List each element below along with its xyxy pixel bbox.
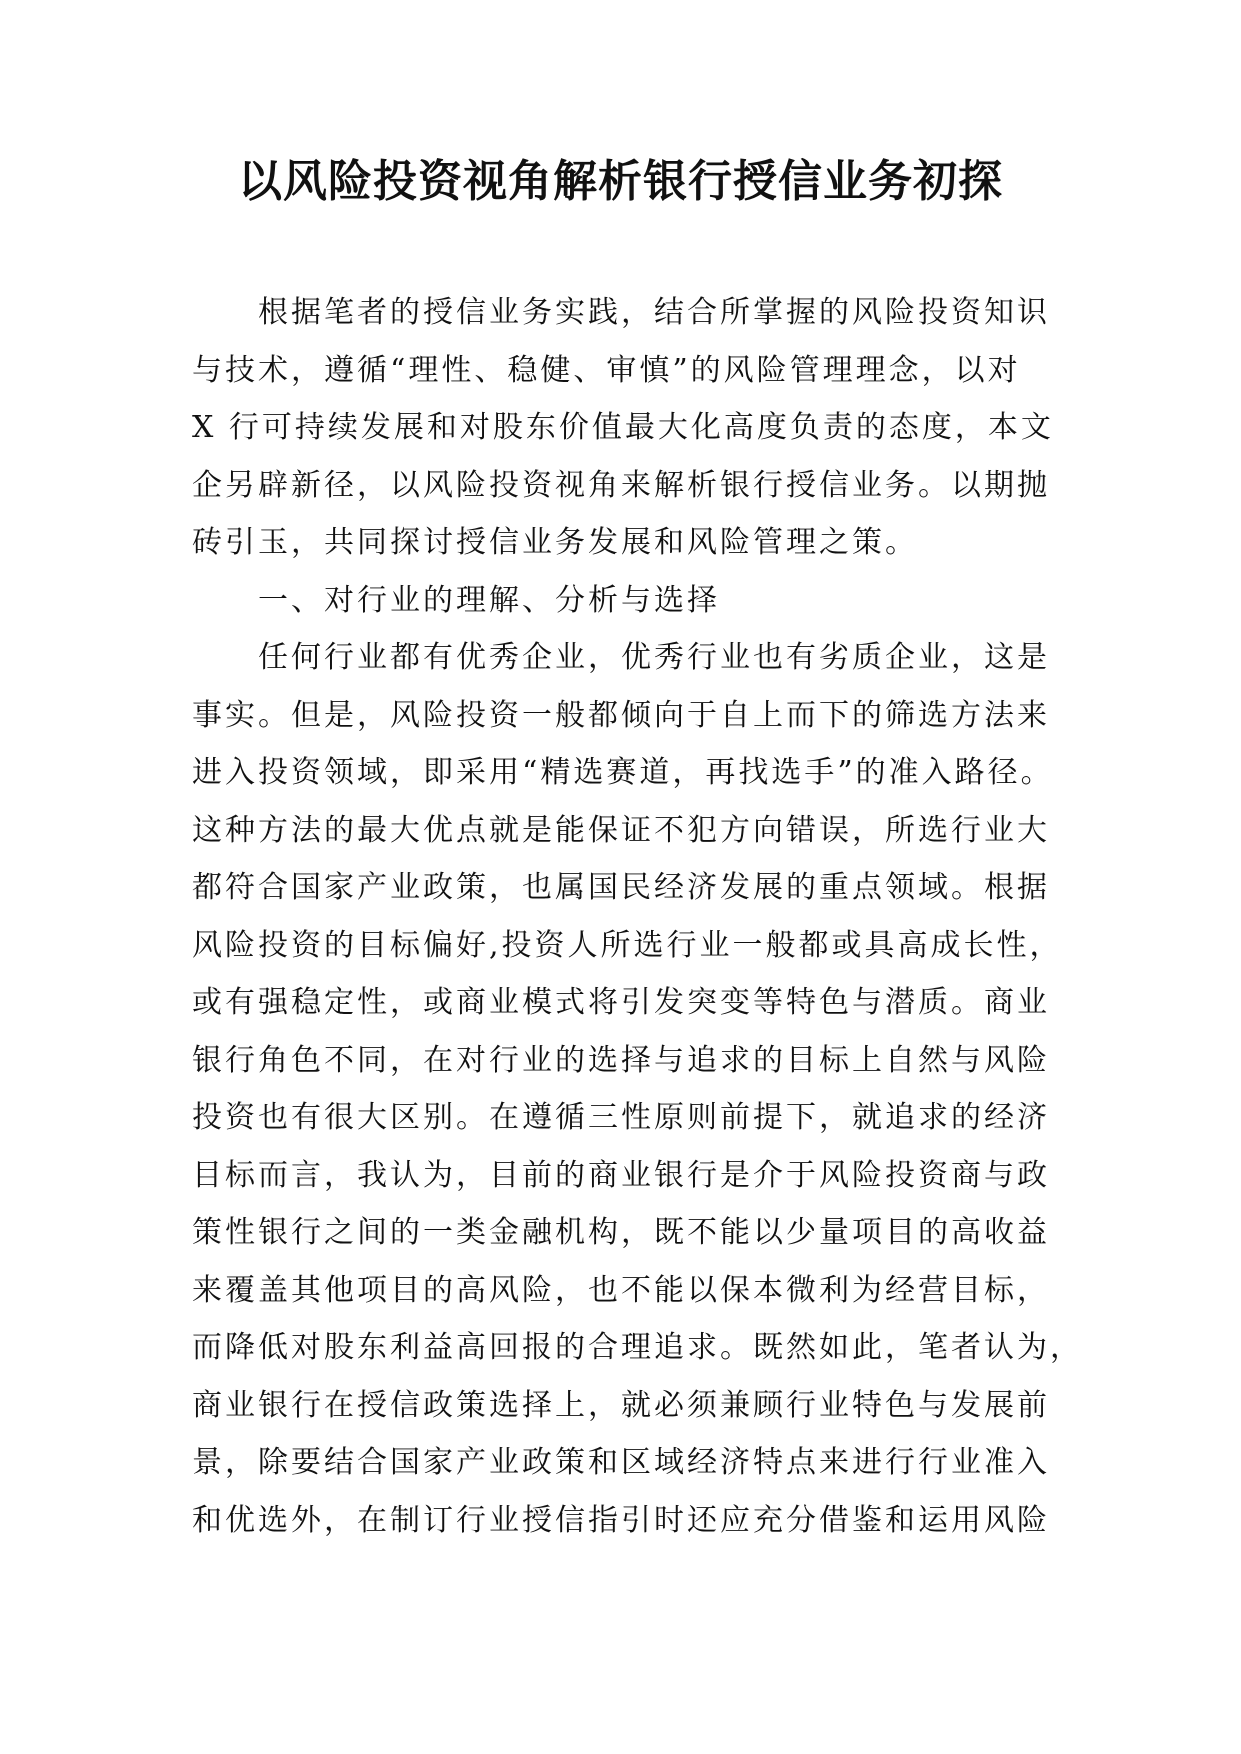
paragraph-2-line-5: 都符合国家产业政策，也属国民经济发展的重点领域。根据 [192,870,1050,905]
paragraph-1-line-1: 根据笔者的授信业务实践，结合所掌握的风险投资知识 [258,295,1050,330]
paragraph-2-line-14: 商业银行在授信政策选择上，就必须兼顾行业特色与发展前 [192,1387,1050,1423]
paragraph-2-line-2: 事实。但是，风险投资一般都倾向于自上而下的筛选方法来 [192,697,1050,733]
paragraph-2-line-4: 这种方法的最大优点就是能保证不犯方向错误，所选行业大 [192,812,1050,848]
paragraph-1-line-2: 与技术，遵循“理性、稳健、审慎”的风险管理理念，以对 [192,352,1021,388]
document-body [192,284,1083,1549]
paragraph-1-line-5: 砖引玉，共同探讨授信业务发展和风险管理之策。 [192,525,918,560]
paragraph-2-line-9: 投资也有很大区别。在遵循三性原则前提下，就追求的经济 [192,1100,1050,1135]
paragraph-2-line-3: 进入投资领域，即采用“精选赛道，再找选手”的准入路径。 [192,755,1054,790]
paragraph-2-line-16: 和优选外，在制订行业授信指引时还应充分借鉴和运用风险 [192,1502,1050,1538]
paragraph-2-line-8: 银行角色不同，在对行业的选择与追求的目标上自然与风险 [192,1042,1050,1078]
paragraph-2-line-1: 任何行业都有优秀企业，优秀行业也有劣质企业，这是 [258,640,1050,675]
paragraph-2-line-11: 策性银行之间的一类金融机构，既不能以少量项目的高收益 [192,1215,1050,1250]
paragraph-1-line-4: 企另辟新径，以风险投资视角来解析银行授信业务。以期抛 [192,467,1050,503]
paragraph-1-line-3: X 行可持续发展和对股东价值最大化高度负责的态度，本文 [192,410,1054,445]
document-title: 以风险投资视角解析银行授信业务初探 [238,156,1003,207]
paragraph-2-line-15: 景，除要结合国家产业政策和区域经济特点来进行行业准入 [192,1445,1050,1480]
paragraph-2-line-12: 来覆盖其他项目的高风险，也不能以保本微利为经营目标， [192,1272,1050,1308]
paragraph-2-line-7: 或有强稳定性，或商业模式将引发突变等特色与潜质。商业 [192,985,1050,1020]
paragraph-2-line-6: 风险投资的目标偏好,投资人所选行业一般都或具高成长性， [192,927,1063,963]
paragraph-2-line-10: 目标而言，我认为，目前的商业银行是介于风险投资商与政 [192,1157,1050,1193]
paragraph-2-line-13: 而降低对股东利益高回报的合理追求。既然如此，笔者认为， [192,1330,1083,1365]
section-heading-1: 一、对行业的理解、分析与选择 [258,582,720,618]
